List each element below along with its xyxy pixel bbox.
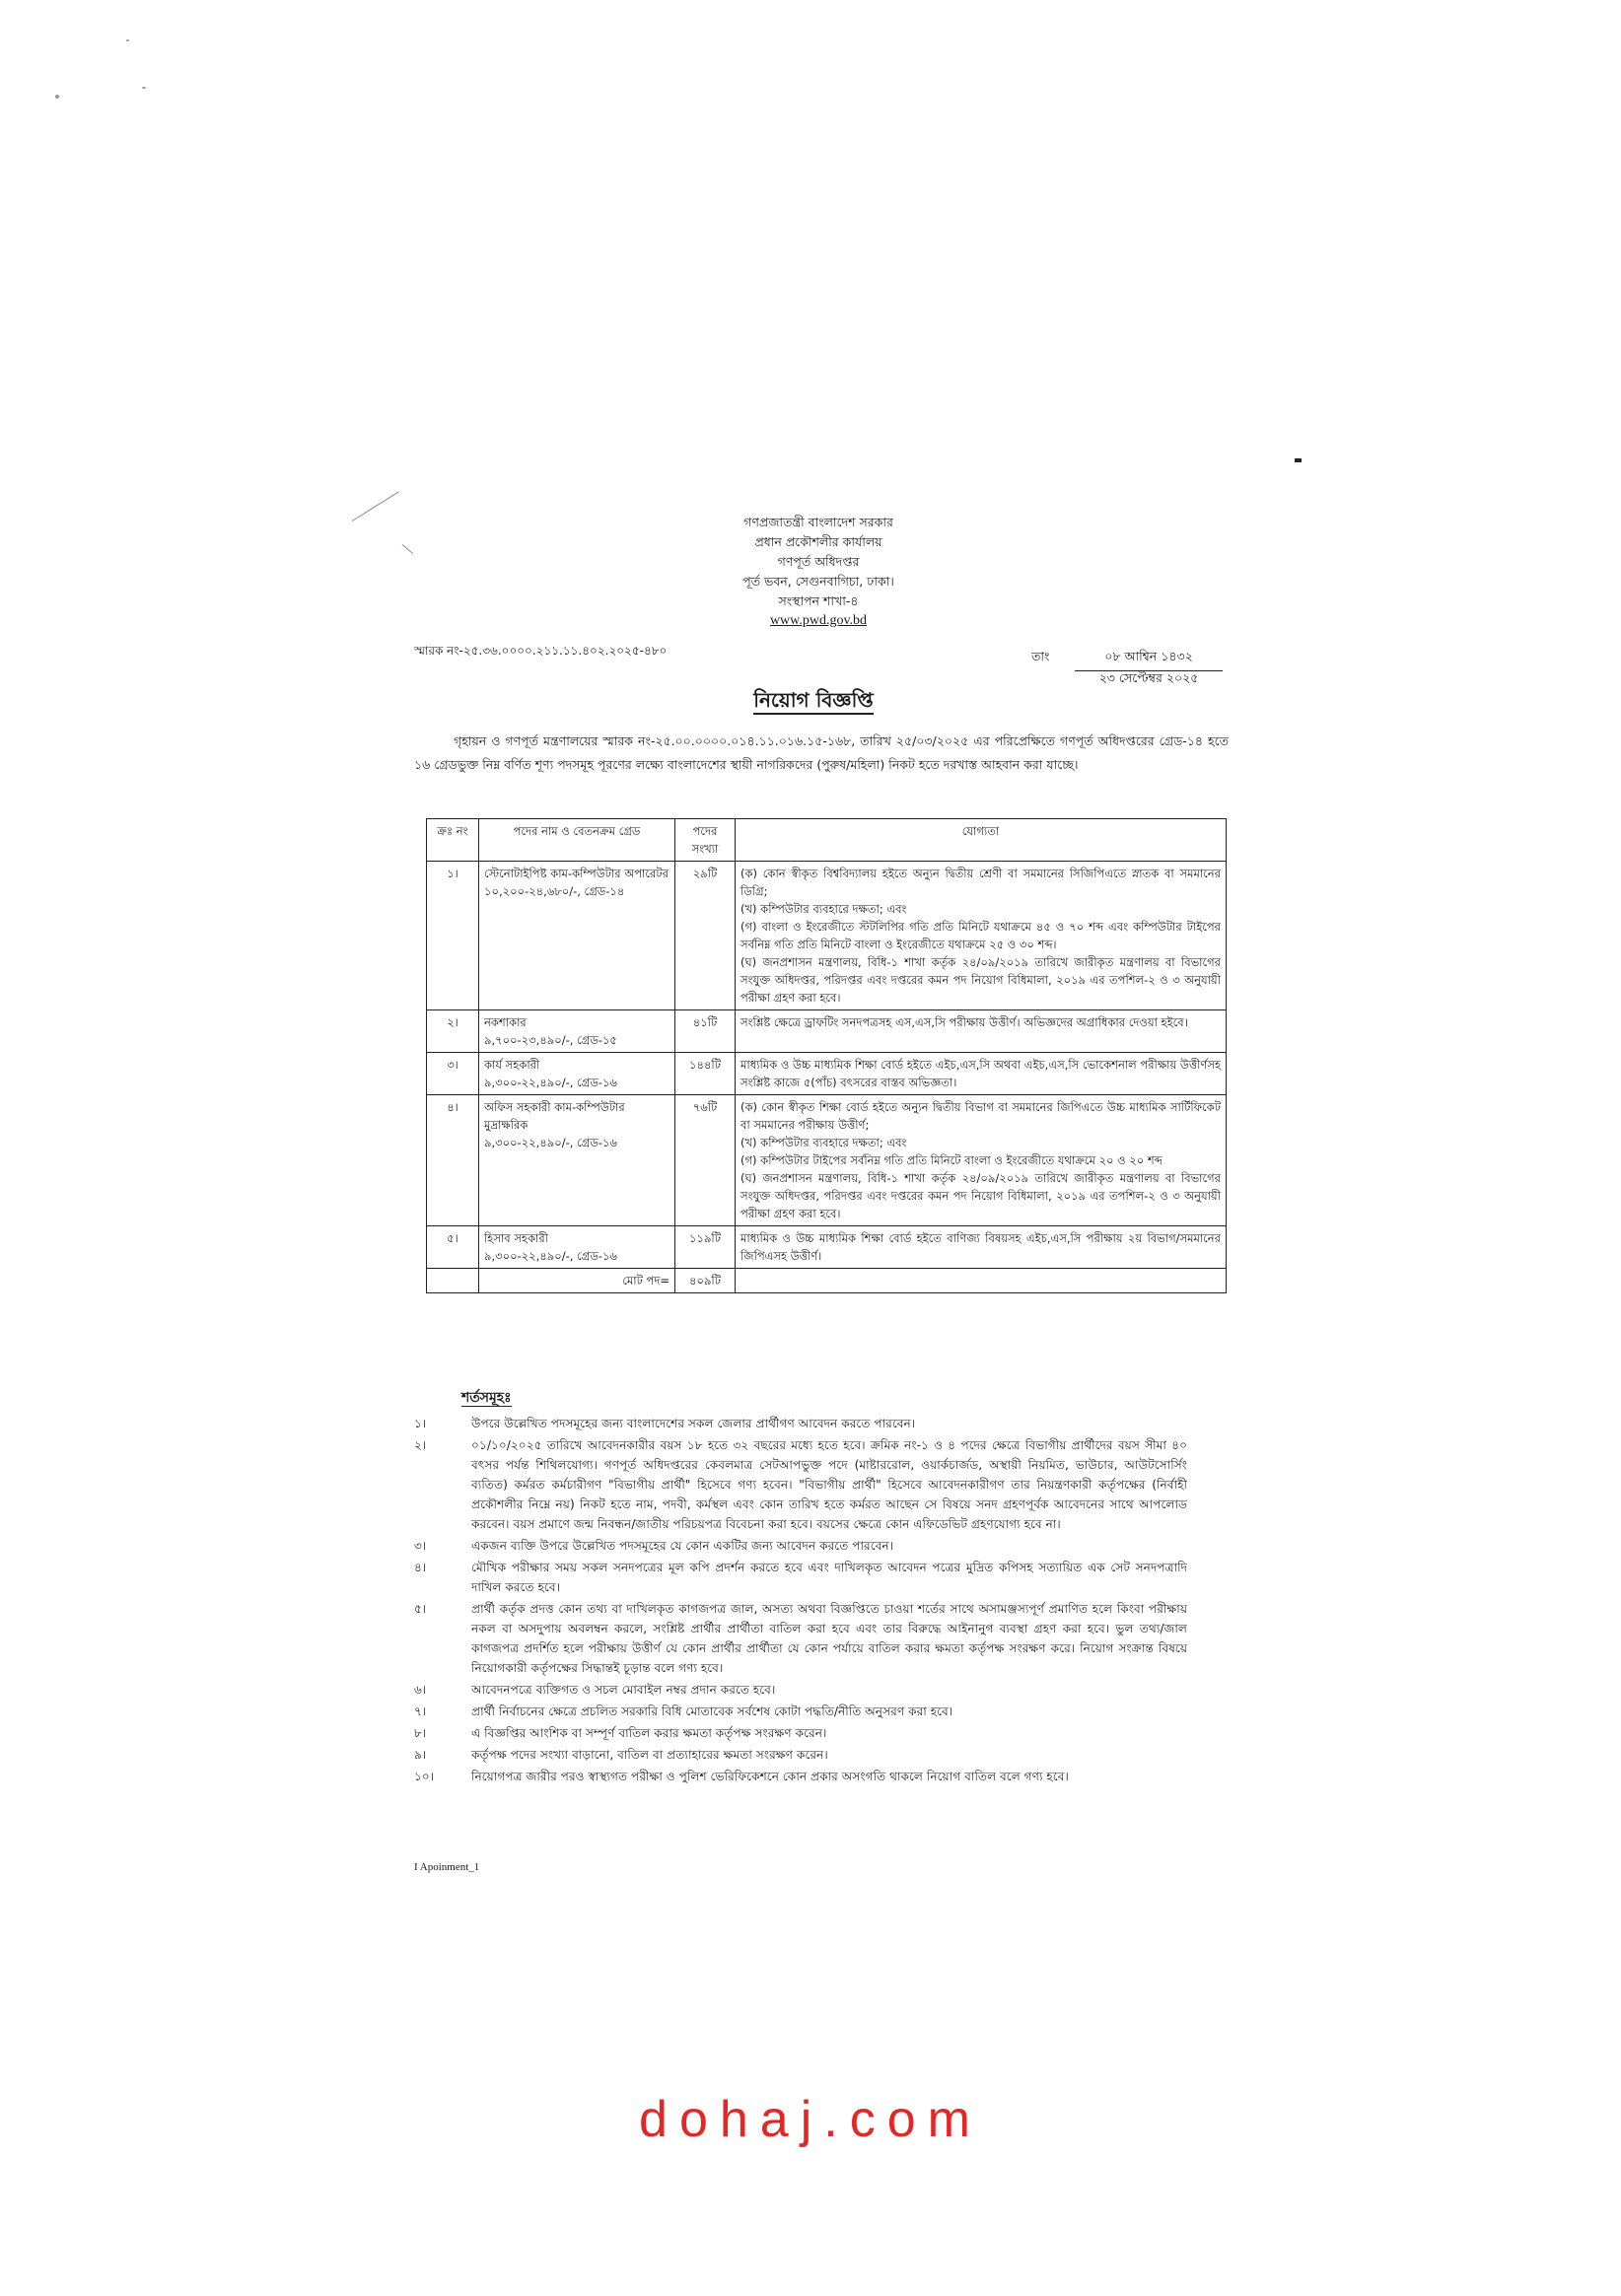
list-item <box>414 1414 1187 1433</box>
qualification-line: (গ) বাংলা ও ইংরেজীতে স্টটলিপির গতি প্রতি মিনিটে যথাক্রমে ৪৫ ও ৭০ শব্দ এবং কম্পিউটার টাইপের সর্বনিম্ন গতি প্রতি মিনিটে বাংলা ও ইংরেজীতে যথাক্রমে ২৫ ও ৩০ শব্দ। <box>740 920 1221 951</box>
condition-text: একজন ব্যক্তি উপরে উল্লেখিত পদসমূহের যে কোন একটির জন্য আবেদন করতে পারবেন। <box>471 1539 894 1553</box>
letterhead-department: গণপূর্ত অধিদপ্তর <box>777 554 860 569</box>
row-sl: ৪। <box>427 1095 479 1226</box>
conditions-list <box>414 1414 1187 1788</box>
row-post <box>479 1226 675 1269</box>
post-pay: ৯,৩০০-২২,৪৯০/-, গ্রেড-১৬ <box>484 1076 617 1089</box>
row-count: ৭৬টি <box>675 1095 736 1226</box>
row-post <box>479 1053 675 1095</box>
post-pay: ৯,৩০০-২২,৪৯০/-, গ্রেড-১৬ <box>484 1136 617 1149</box>
condition-text: উপরে উল্লেখিত পদসমূহের জন্য বাংলাদেশের সকল জেলার প্রার্থীগণ আবেদন করতে পারবেন। <box>471 1417 916 1430</box>
row-post <box>479 862 675 1010</box>
letterhead-government: গণপ্রজাতন্ত্রী বাংলাদেশ সরকার <box>743 515 893 529</box>
list-item <box>414 1558 1187 1597</box>
vacancy-table <box>426 818 1227 1293</box>
post-name: স্টেনোটাইপিষ্ট কাম-কম্পিউটার অপারেটর <box>484 867 669 880</box>
qualification-line: মাধ্যমিক ও উচ্চ মাধ্যমিক শিক্ষা বোর্ড হইতে এইচ,এস,সি অথবা এইচ,এস,সি ভোকেশনাল পরীক্ষায় উত্তীর্ণসহ সংশ্লিষ্ট কাজে ৫(পাঁচ) বৎসরের বাস্তব অভিজ্ঞতা। <box>740 1058 1221 1089</box>
table-row <box>427 1095 1227 1226</box>
condition-number: ৯। <box>414 1748 427 1762</box>
list-item <box>414 1680 1187 1700</box>
post-name: অফিস সহকারী কাম-কম্পিউটার মুদ্রাক্ষরিক <box>484 1100 625 1132</box>
row-post <box>479 1010 675 1053</box>
condition-text: মৌখিক পরীক্ষার সময় সকল সনদপত্রের মূল কপি প্রদর্শন করতে হবে এবং দাখিলকৃত আবেদন পত্রের মুদ্রিত কপিসহ সত্যায়িত এক সেট সনদপত্রাদি দাখিল করতে হবে। <box>471 1561 1187 1594</box>
list-item <box>414 1723 1187 1743</box>
date-label: তাং <box>1031 649 1050 663</box>
list-item <box>414 1702 1187 1721</box>
row-qualification <box>736 1010 1227 1053</box>
qualification-line: (ঘ) জনপ্রশাসন মন্ত্রণালয়, বিধি-১ শাখা কর্তৃক ২৪/০৯/২০১৯ তারিখে জারীকৃত মন্ত্রণালয় বা বিভাগের সংযুক্ত অধিদপ্তর, পরিদপ্তর এবং দপ্তরের কমন পদ নিয়োগ বিধিমালা, ২০১৯ এর তপশিল-২ ও ৩ অনুযায়ী পরীক্ষা গ্রহণ করা হবে। <box>740 955 1221 1005</box>
condition-text: নিয়োগপত্র জারীর পরও স্বাস্থ্যগত পরীক্ষা ও পুলিশ ভেরিফিকেশনে কোন প্রকার অসংগতি থাকলে নিয়োগ বাতিল বলে গণ্য হবে। <box>471 1770 1069 1783</box>
row-post <box>479 1095 675 1226</box>
qualification-line: সংশ্লিষ্ট ক্ষেত্রে ড্রাফটিং সনদপত্রসহ এস,এস,সি পরীক্ষায় উত্তীর্ণ। অভিজ্ঞদের অগ্রাধিকার দেওয়া হইবে। <box>740 1015 1188 1029</box>
qualification-line: (গ) কম্পিউটার টাইপের সর্বনিম্ন গতি প্রতি মিনিটে বাংলা ও ইংরেজীতে যথাক্রমে ২০ ও ২০ শব্দ <box>740 1153 1163 1167</box>
qualification-line: মাধ্যমিক ও উচ্চ মাধ্যমিক শিক্ষা বোর্ড হইতে বাণিজ্য বিষয়সহ এইচ,এস,সি পরীক্ষায় ২য় বিভাগ/সমমানের জিপিএসহ উত্তীর্ণ। <box>740 1231 1221 1263</box>
notice-title <box>690 686 937 719</box>
date-english: ২৩ সেপ্টেম্বর ২০২৫ <box>1098 670 1199 685</box>
scan-speck <box>55 95 59 99</box>
condition-number: ৩। <box>414 1539 427 1553</box>
row-sl: ৩। <box>427 1053 479 1095</box>
row-count: ১১৯টি <box>675 1226 736 1269</box>
row-count: ৪১টি <box>675 1010 736 1053</box>
scan-speck <box>126 39 129 41</box>
row-count: ১৪৪টি <box>675 1053 736 1095</box>
conditions-heading <box>461 1386 512 1410</box>
post-pay: ৯,৩০০-২২,৪৯০/-, গ্রেড-১৬ <box>484 1249 617 1263</box>
post-name: নকশাকার <box>484 1015 527 1029</box>
total-label: মোট পদ= <box>479 1269 675 1293</box>
total-value: ৪০৯টি <box>675 1269 736 1293</box>
date-bangla: ০৮ আশ্বিন ১৪৩২ <box>1075 649 1223 671</box>
letterhead-address: পূর্ত ভবন, সেগুনবাগিচা, ঢাকা। <box>742 574 894 589</box>
header-count: পদের সংখ্যা <box>675 819 736 862</box>
condition-number: ১। <box>414 1417 427 1430</box>
qualification-line: (ক) কোন স্বীকৃত শিক্ষা বোর্ড হইতে অন্যুন দ্বিতীয় বিভাগ বা সমমানের জিপিএতে উচ্চ মাধ্যমিক সার্টিফিকেট বা সমমানের পরীক্ষায় উত্তীর্ণ; <box>740 1100 1221 1132</box>
condition-number: ৬। <box>414 1683 427 1697</box>
condition-number: ৪। <box>414 1561 427 1574</box>
table-row <box>427 1053 1227 1095</box>
condition-text: কর্তৃপক্ষ পদের সংখ্যা বাড়ানো, বাতিল বা প্রত্যাহারের ক্ষমতা সংরক্ষণ করেন। <box>471 1748 828 1762</box>
table-header-row <box>427 819 1227 862</box>
list-item <box>414 1767 1187 1786</box>
row-qualification <box>736 1053 1227 1095</box>
row-qualification <box>736 1095 1227 1226</box>
notice-title-text: নিয়োগ বিজ্ঞপ্তি <box>753 688 874 715</box>
letterhead-website-link[interactable]: www.pwd.gov.bd <box>769 613 868 628</box>
condition-text: প্রার্থী নির্বাচনের ক্ষেত্রে প্রচলিত সরকারি বিধি মোতাবেক সর্বশেষ কোটা পদ্ধতি/নীতি অনুসরণ করা হবে। <box>471 1705 953 1718</box>
condition-text: ০১/১০/২০২৫ তারিখে আবেদনকারীর বয়স ১৮ হতে ৩২ বছরের মধ্যে হতে হবে। ক্রমিক নং-১ ও ৪ পদের ক্ষেত্রে বিভাগীয় প্রার্থীদের বয়স সীমা ৪০ বৎসর পর্যন্ত শিথিলযোগ্য। গণপূর্ত অধিদপ্তরের কেবলমাত্র সেটআপভুক্ত পদে (মাষ্টাররোল, ওয়ার্কচার্জড, অস্থায়ী নিয়মিত, ভাউচার, আউটসোর্সিং ব্যতিত) কর্মরত কর্মচারীগণ "বিভাগীয় প্রার্থী" হিসেবে গণ্য হবেন। "বিভাগীয় প্রার্থী" হিসেবে আবেদনকারীগণ তার নিয়ন্ত্রণকারী কর্তৃপক্ষের (নির্বাহী প্রকৌশলীর নিম্নে নয়) নিকট হতে নাম, পদবী, কর্মস্থল এবং কোন তারিখ হতে কর্মরত আছেন সে বিষয়ে সনদ গ্রহণপূর্বক আবেদনের সাথে আপলোড করবেন। বয়স প্রমাণে জন্ম নিবন্ধন/জাতীয় পরিচয়পত্র বিবেচনা করা হবে। বয়সের ক্ষেত্রে কোন এফিডেভিট গ্রহণযোগ্য হবে না। <box>471 1438 1187 1531</box>
list-item <box>414 1745 1187 1765</box>
row-qualification <box>736 1226 1227 1269</box>
qualification-line: (ক) কোন স্বীকৃত বিশ্ববিদ্যালয় হইতে অন্যুন দ্বিতীয় শ্রেণী বা সমমানের সিজিপিএতে স্নাতক বা সমমানের ডিগ্রি; <box>740 867 1221 898</box>
row-count: ২৯টি <box>675 862 736 1010</box>
condition-text: এ বিজ্ঞপ্তির আংশিক বা সম্পূর্ণ বাতিল করার ক্ষমতা কর্তৃপক্ষ সংরক্ষণ করেন। <box>471 1726 827 1740</box>
post-name: কার্য সহকারী <box>484 1058 540 1072</box>
scan-mark <box>352 491 399 522</box>
header-sl: ক্রঃ নং <box>427 819 479 862</box>
condition-number: ১০। <box>414 1770 435 1783</box>
header-post: পদের নাম ও বেতনক্রম গ্রেড <box>479 819 675 862</box>
scan-mark <box>402 544 413 554</box>
row-sl: ১। <box>427 862 479 1010</box>
qualification-line: (ঘ) জনপ্রশাসন মন্ত্রণালয়, বিধি-১ শাখা কর্তৃক ২৪/০৯/২০১৯ তারিখে জারীকৃত মন্ত্রণালয় বা বিভাগের সংযুক্ত অধিদপ্তর, পরিদপ্তর এবং দপ্তরের কমন পদ নিয়োগ বিধিমালা, ২০১৯ এর তপশিল-২ ও ৩ অনুযায়ী পরীক্ষা গ্রহণ করা হবে। <box>740 1171 1221 1220</box>
qualification-line: (খ) কম্পিউটার ব্যবহারে দক্ষতা; এবং <box>740 1136 907 1149</box>
table-total-row <box>427 1269 1227 1293</box>
row-sl: ৫। <box>427 1226 479 1269</box>
row-sl: ২। <box>427 1010 479 1053</box>
scan-speck <box>142 87 146 89</box>
post-name: হিসাব সহকারী <box>484 1231 548 1245</box>
post-pay: ৯,৭০০-২৩,৪৯০/-, গ্রেড-১৫ <box>484 1033 617 1047</box>
list-item <box>414 1536 1187 1556</box>
table-row <box>427 1226 1227 1269</box>
letterhead-office: প্রধান প্রকৌশলীর কার্যালয় <box>754 534 882 549</box>
condition-text: আবেদনপত্রে ব্যক্তিগত ও সচল মোবাইল নম্বর প্রদান করতে হবে। <box>471 1683 776 1697</box>
condition-number: ২। <box>414 1438 427 1452</box>
qualification-line: (খ) কম্পিউটার ব্যবহারে দক্ষতা; এবং <box>740 902 907 916</box>
footer-note: I Apoinment_1 <box>414 1861 480 1873</box>
condition-number: ৭। <box>414 1705 427 1718</box>
header-qualification: যোগ্যতা <box>736 819 1227 862</box>
condition-number: ৫। <box>414 1602 427 1616</box>
post-pay: ১০,২০০-২৪,৬৮০/-, গ্রেড-১৪ <box>484 884 625 898</box>
total-empty-cell <box>427 1269 479 1293</box>
intro-paragraph: গৃহায়ন ও গণপূর্ত মন্ত্রণালয়ের স্মারক নং-২৫.০০.০০০০.০১৪.১১.০১৬.১৫-১৬৮, তারিখ ২৫/০৩/২০২৫ এর পরিপ্রেক্ষিতে গণপূর্ত অধিদপ্তরের গ্রেড-১৪ হতে ১৬ গ্রেডভুক্ত নিম্ন বর্ণিত শূণ্য পদসমূহ পূরণের লক্ষ্যে বাংলাদেশের স্থায়ী নাগরিকদের (পুরুষ/মহিলা) নিকট হতে দরখাস্ত আহবান করা যাচ্ছে। <box>414 733 1229 772</box>
scan-dash <box>1295 458 1302 462</box>
table-row <box>427 862 1227 1010</box>
list-item <box>414 1599 1187 1678</box>
row-qualification <box>736 862 1227 1010</box>
condition-number: ৮। <box>414 1726 427 1740</box>
total-empty-cell <box>736 1269 1227 1293</box>
list-item <box>414 1435 1187 1534</box>
condition-text: প্রার্থী কর্তৃক প্রদত্ত কোন তথ্য বা দাখিলকৃত কাগজপত্র জাল, অসত্য অথবা বিজ্ঞপ্তিতে চাওয়া শর্তের সাথে অসামঞ্জস্যপূর্ণ প্রমাণিত হলে কিংবা পরীক্ষায় নকল বা অসদুপায় অবলম্বন করলে, সংশ্লিষ্ট প্রার্থীর প্রার্থীতা বাতিল করা হবে এবং তার বিরুদ্ধে আইনানুগ ব্যবস্থা গ্রহণ করা হবে। ভুল তথ্য/জাল কাগজপত্র প্রদর্শিত হলে পরীক্ষায় উত্তীর্ণ যে কোন প্রার্থীর প্রার্থীতা যে কোন পর্যায়ে বাতিল করার ক্ষমতা কর্তৃপক্ষ সংরক্ষণ করে। নিয়োগ সংক্রান্ত বিষয়ে নিয়োগকারী কর্তৃপক্ষের সিদ্ধান্তই চূড়ান্ত বলে গণ্য হবে। <box>471 1602 1187 1675</box>
conditions-heading-text: শর্তসমূহঃ <box>461 1390 512 1406</box>
letterhead <box>611 513 1025 631</box>
letterhead-section: সংস্থাপন শাখা-৪ <box>778 593 859 608</box>
memo-number: স্মারক নং-২৫.৩৬.০০০০.২১১.১১.৪০২.২০২৫-৪৮০ <box>414 644 668 658</box>
watermark-text: dohaj.com <box>639 2091 982 2148</box>
table-row <box>427 1010 1227 1053</box>
